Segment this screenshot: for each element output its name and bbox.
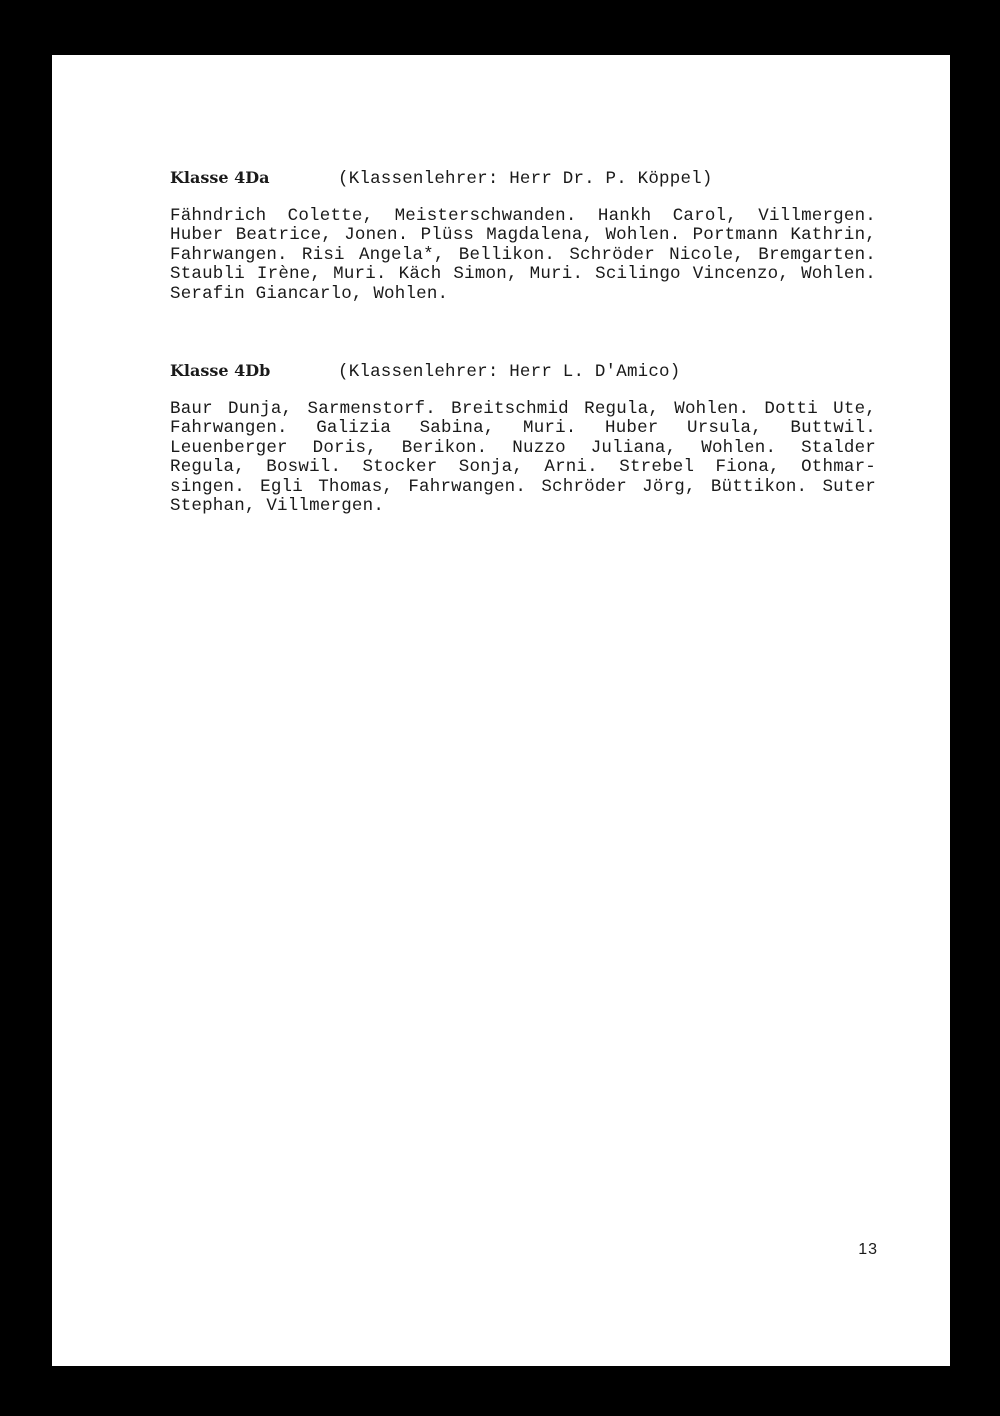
student-list: Baur Dunja, Sarmenstorf. Breitschmid Regula, Wohlen. Dotti Ute, Fahrwangen. Galizia Sabina, Muri. Huber Ursula, Buttwil. Leuenberger Doris, Berikon. Nuzzo Juliana, Wohlen. Stalder Regula, Boswil. Stocker Sonja, Arni. Strebel Fiona, Othmar-singen. Egli Thomas, Fahrwangen. Schröder Jörg, Büttikon. Suter Stephan, Villmergen.	[170, 399, 876, 517]
class-section-4db	[170, 360, 876, 516]
page-number: 13	[858, 1241, 878, 1258]
class-list-content	[170, 167, 876, 516]
teacher-label: (Klassenlehrer: Herr Dr. P. Köppel)	[338, 169, 713, 189]
class-section-4da	[170, 167, 876, 304]
document-page	[52, 55, 950, 1366]
class-label: Klasse 4Da	[170, 168, 270, 187]
class-label: Klasse 4Db	[170, 361, 271, 381]
teacher-label: (Klassenlehrer: Herr L. D'Amico)	[338, 362, 681, 383]
class-heading	[170, 360, 876, 383]
class-heading	[170, 167, 876, 190]
student-list: Fähndrich Colette, Meisterschwanden. Hankh Carol, Villmergen. Huber Beatrice, Jonen. Plüss Magdalena, Wohlen. Portmann Kathrin, Fahrwangen. Risi Angela*, Bellikon. Schröder Nicole, Bremgarten. Staubli Irène, Muri. Käch Simon, Muri. Scilingo Vincenzo, Wohlen. Serafin Giancarlo, Wohlen.	[170, 206, 876, 304]
